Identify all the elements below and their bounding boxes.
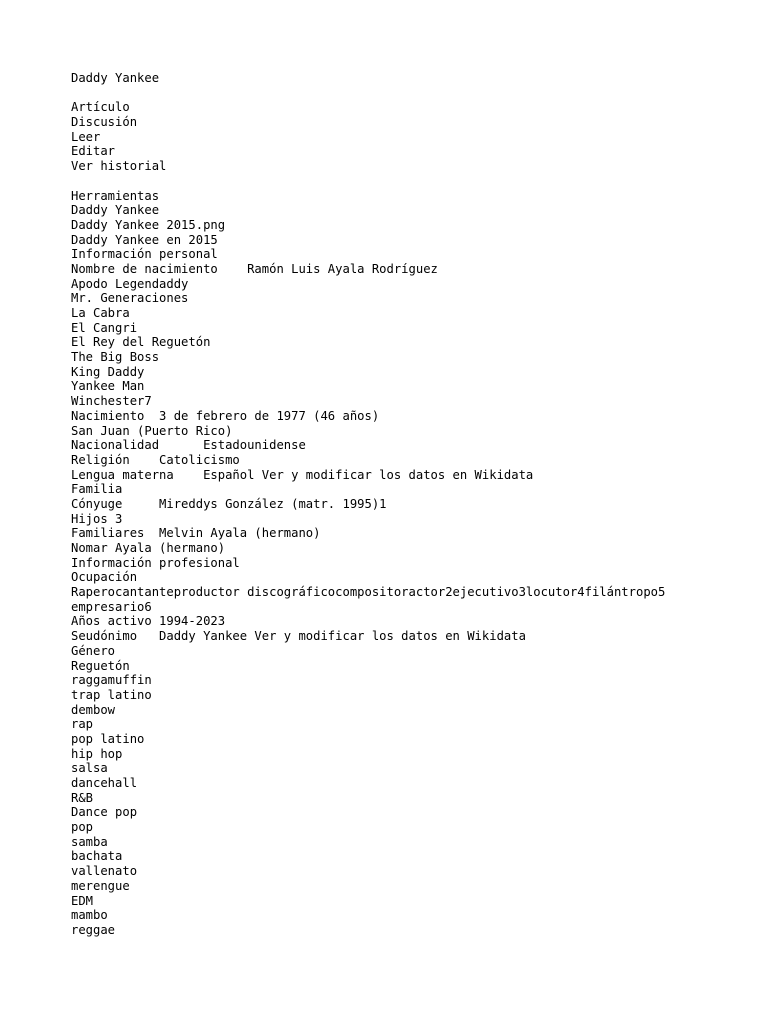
text-line: mambo [71,908,108,923]
text-line: Winchester7 [71,394,152,409]
text-line: Daddy Yankee 2015.png [71,217,226,232]
text-line: El Cangri [71,320,138,335]
text-line: El Rey del Reguetón [71,335,211,350]
text-line: Dance pop [71,805,138,820]
text-line: Género [71,643,116,658]
text-line: Años activo 1994-2023 [71,614,226,629]
text-line: Nacionalidad Estadounidense [71,438,306,453]
text-line: Nacimiento 3 de febrero de 1977 (46 años) [71,408,380,423]
document-body [71,71,761,938]
text-line: Lengua materna Español Ver y modificar los datos en Wikidata [71,467,534,482]
page-title: Daddy Yankee [71,71,160,85]
tab-link[interactable]: Leer [71,129,101,144]
text-line: EDM [71,893,94,908]
text-line: Información personal [71,247,218,262]
text-line: bachata [71,849,123,864]
text-line: Familia [71,482,123,497]
text-line: Nombre de nacimiento Ramón Luis Ayala Rodríguez [71,261,438,276]
text-line: vallenato [71,864,138,879]
tab-link[interactable]: Discusión [71,115,138,130]
tab-link[interactable]: Editar [71,144,116,159]
text-line: rap [71,717,94,732]
text-line: samba [71,834,108,849]
text-line: Reguetón [71,658,130,673]
text-line: R&B [71,790,94,805]
text-line: San Juan (Puerto Rico) [71,423,233,438]
text-line: trap latino [71,687,152,702]
text-line: salsa [71,761,108,776]
text-line: reggae [71,922,116,937]
text-line: Información profesional [71,555,240,570]
text-line: King Daddy [71,364,145,379]
text-line: Raperocantanteproductor discográficocompositoractor2ejecutivo3locutor4filántropo5 [71,585,666,600]
text-line: Yankee Man [71,379,145,394]
text-line: empresario6 [71,599,152,614]
text-line: pop latino [71,731,145,746]
text-line: hip hop [71,746,123,761]
text-line: dancehall [71,776,138,790]
text-line: raggamuffin [71,673,152,688]
text-line: Seudónimo Daddy Yankee Ver y modificar los datos en Wikidata [71,629,526,644]
text-line: Familiares Melvin Ayala (hermano) [71,526,321,541]
tab-link[interactable]: Artículo [71,100,130,115]
text-line: Daddy Yankee [71,203,160,218]
text-line: Ocupación [71,570,138,585]
tab-list [71,100,761,173]
text-line: pop [71,820,94,835]
text-line: Mr. Generaciones [71,291,189,306]
spacer [71,86,761,101]
tab-link[interactable]: Ver historial [71,159,167,174]
text-line: Daddy Yankee en 2015 [71,232,218,247]
text-line: The Big Boss [71,350,160,365]
text-line: Cónyuge Mireddys González (matr. 1995)1 [71,496,387,511]
text-line: Nomar Ayala (hermano) [71,541,226,555]
text-line: Hijos 3 [71,511,123,526]
text-line: La Cabra [71,306,130,320]
infobox-text [71,189,761,938]
spacer [71,174,761,189]
text-line: Herramientas [71,188,160,203]
text-line: Apodo Legendaddy [71,276,189,291]
text-line: merengue [71,878,130,893]
text-line: dembow [71,702,116,717]
text-line: Religión Catolicismo [71,452,240,467]
